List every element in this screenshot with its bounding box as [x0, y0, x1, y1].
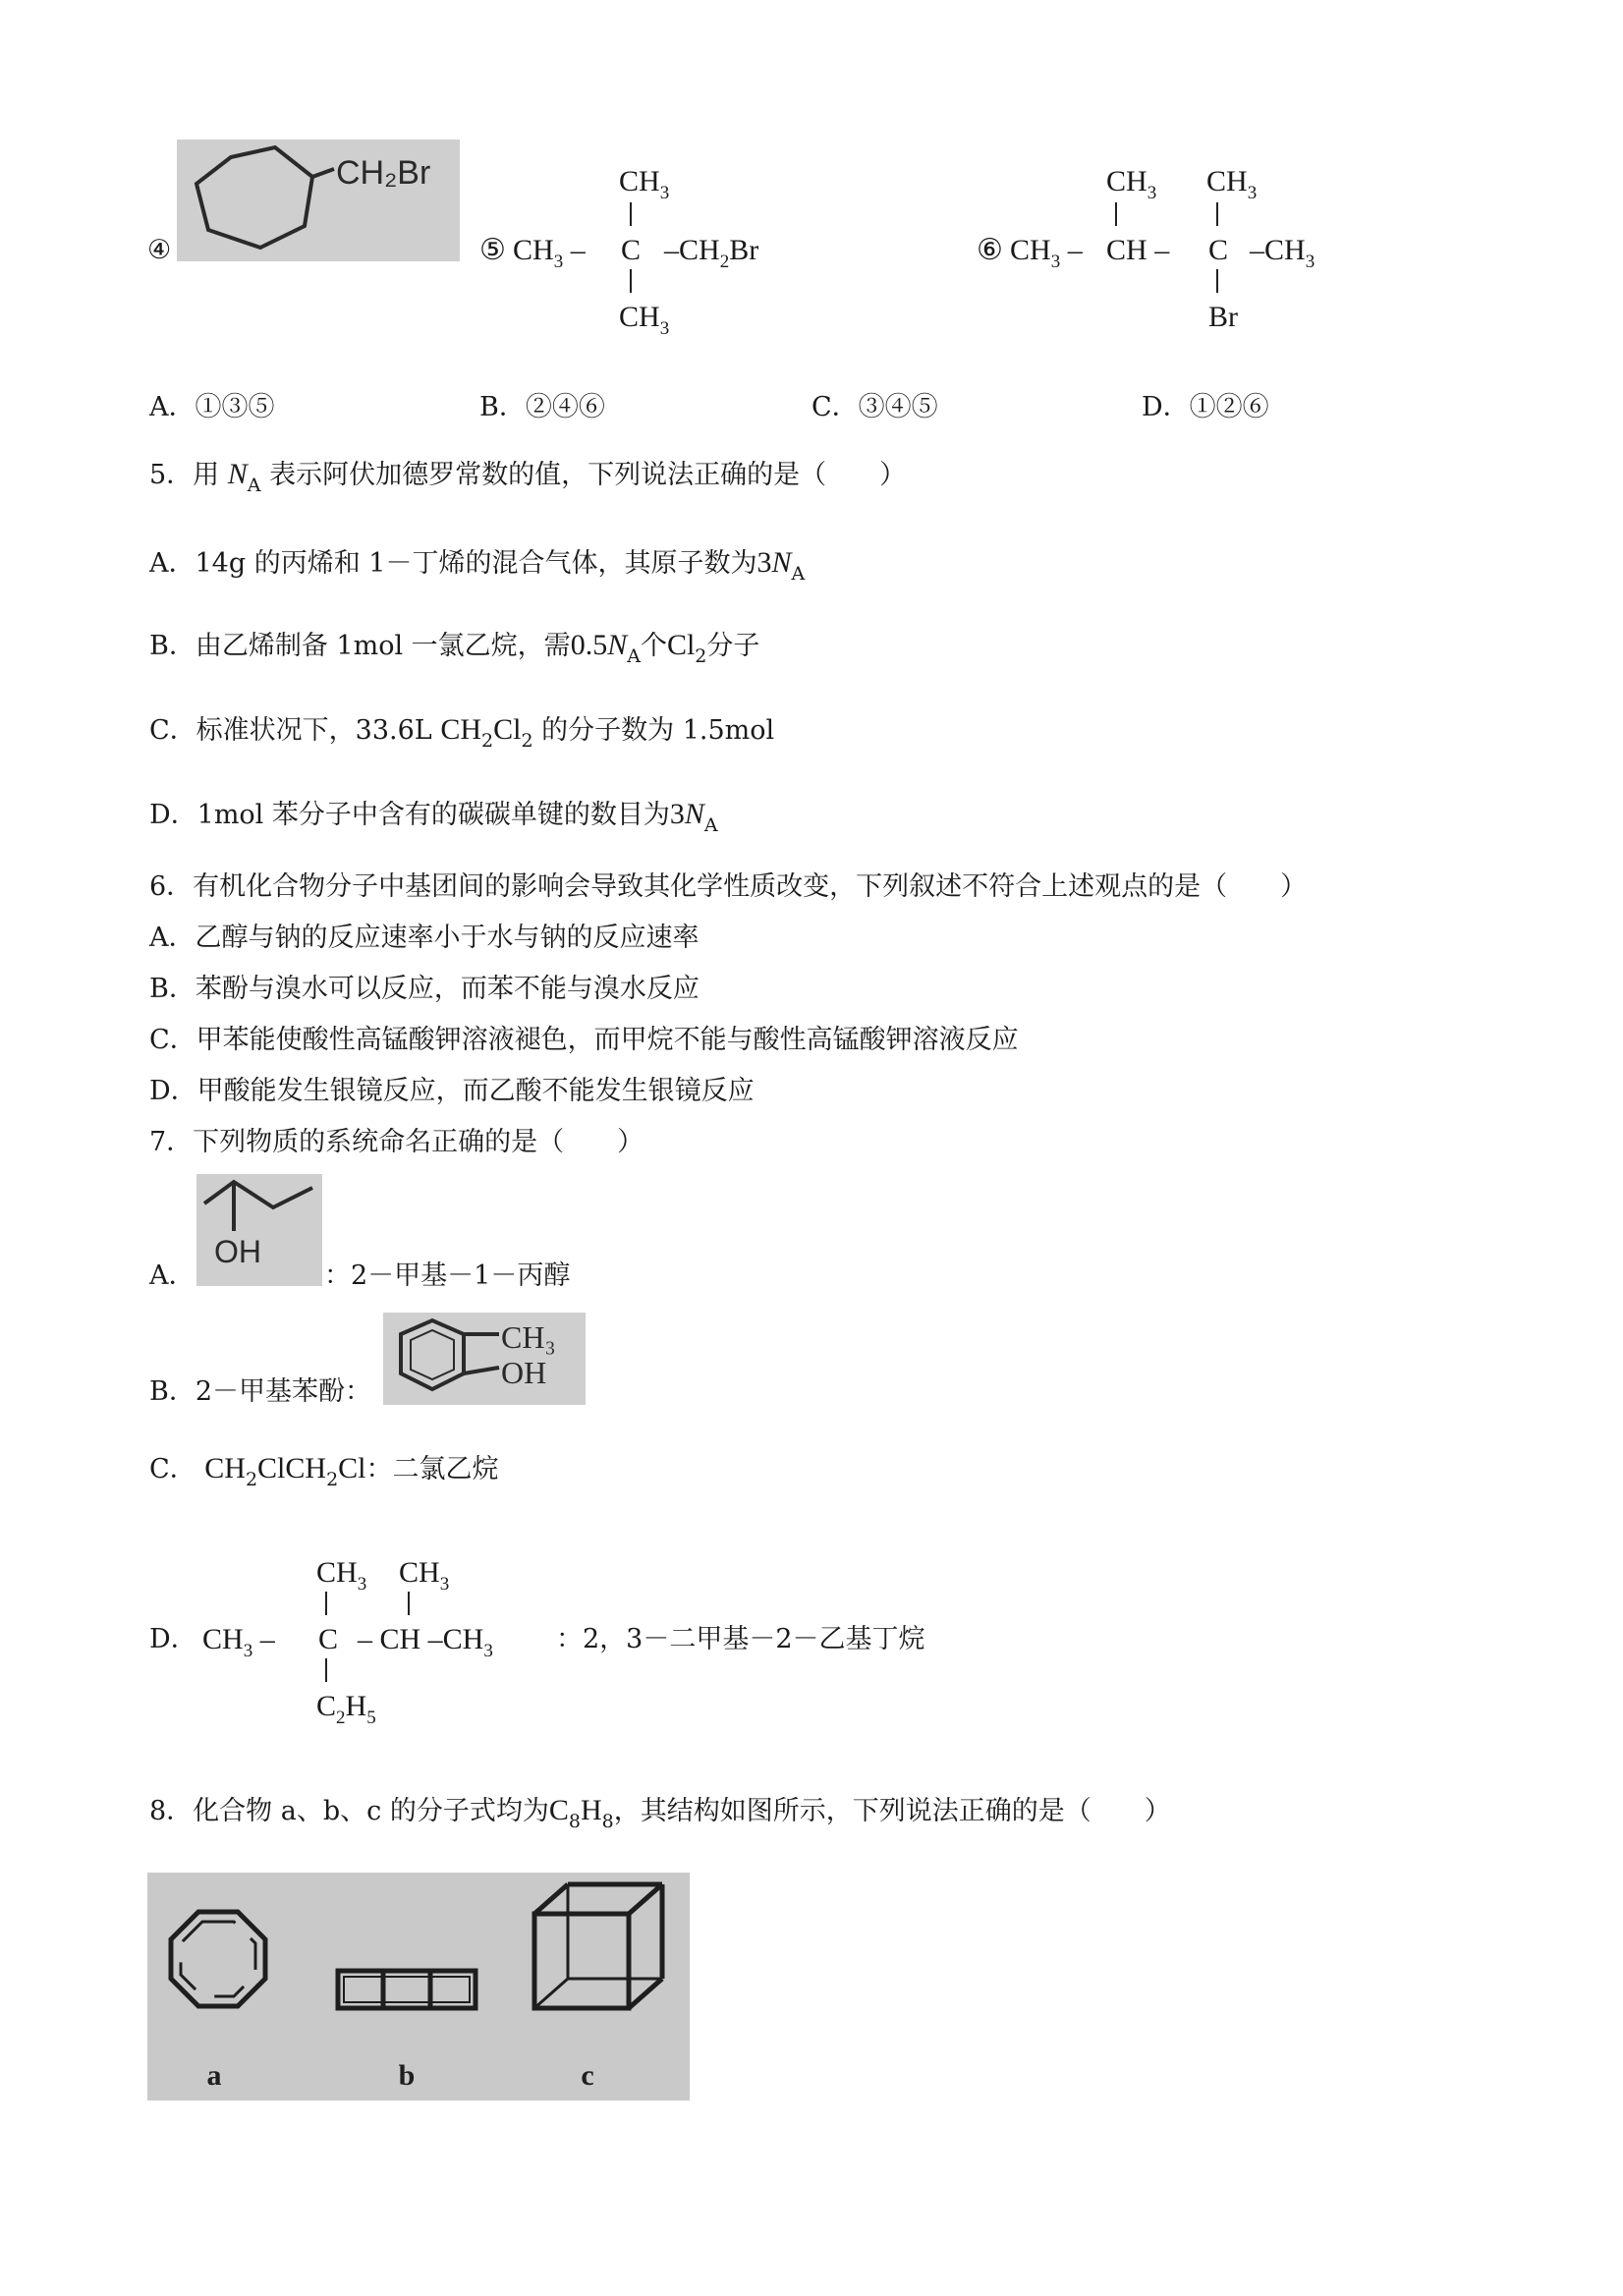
q7d-top-methyl-1: $CH_3$: [316, 1556, 367, 1595]
q7-stem: 7．下列物质的系统命名正确的是（ ）: [149, 1127, 644, 1157]
q5-option-d[interactable]: D．1mol 苯分子中含有的碳碳单键的数目为$3N_A$: [149, 798, 718, 836]
s5-bond-top: [630, 202, 632, 226]
s6-left-methyl: $CH_3$ –: [1010, 234, 1083, 272]
methylphenol-image: [383, 1313, 586, 1405]
label-a: a: [206, 2059, 222, 2092]
s5-bond-bottom: [630, 269, 632, 293]
q6-option-b[interactable]: B．苯酚与溴水可以反应，而苯不能与溴水反应: [149, 974, 700, 1004]
q4-option-b[interactable]: B．②④⑥: [479, 392, 605, 422]
q7d-left-methyl: $CH_3$ –: [202, 1623, 275, 1661]
s5-top-methyl: $CH_3$: [619, 165, 670, 203]
circled-5: ⑤: [479, 234, 506, 266]
s6-ch: CH –: [1106, 234, 1170, 266]
q7d-bond-top-1: [325, 1592, 327, 1615]
s6-top-methyl-1: $CH_3$: [1106, 165, 1157, 203]
s5-bottom-methyl: $CH_3$: [619, 301, 670, 339]
q7-option-c[interactable]: C． $CH_2ClCH_2Cl$：二氯乙烷: [149, 1452, 499, 1490]
q7-option-d-label[interactable]: D．: [149, 1624, 197, 1654]
s6-top-methyl-2: $CH_3$: [1206, 165, 1258, 203]
q6-option-a[interactable]: A．乙醇与钠的反应速率小于水与钠的反应速率: [149, 923, 700, 953]
s6-bond-top-1: [1115, 202, 1117, 226]
svg-text:OH: OH: [214, 1234, 261, 1269]
svg-text:OH: OH: [501, 1355, 547, 1390]
q7-option-a-name: ：2－甲基－1－丙醇: [324, 1260, 571, 1291]
s5-left-methyl: $CH_3$ –: [513, 234, 586, 272]
c8h8-structures-image: [147, 1873, 690, 2100]
q7-option-a-label[interactable]: A．: [149, 1260, 196, 1291]
q4-option-d[interactable]: D．①②⑥: [1142, 392, 1269, 422]
label-b: b: [398, 2059, 416, 2092]
svg-text:CH₃: CH₃: [501, 1319, 556, 1355]
q6-stem: 6．有机化合物分子中基团间的影响会导致其化学性质改变，下列叙述不符合上述观点的是（ ）: [149, 871, 1308, 902]
q8-stem: 8．化合物 a、b、c 的分子式均为$C_8H_8$，其结构如图所示，下列说法正确的是（ ）: [149, 1794, 1171, 1832]
label-c: c: [581, 2059, 594, 2092]
structure-b-ladderane: [338, 1971, 476, 2008]
structure-a-cyclooctatetraene: [171, 1912, 265, 2006]
q4-option-a[interactable]: A．①③⑤: [149, 392, 275, 422]
bromomethyl-cyclohexane-image: [177, 140, 460, 261]
q7d-bond-bottom: [325, 1658, 327, 1682]
q7d-top-methyl-2: $CH_3$: [399, 1556, 450, 1595]
q7d-right-chain: – CH $-CH_3$: [358, 1623, 493, 1661]
q7d-center-carbon: C: [318, 1623, 339, 1655]
q5-stem: 5．用 $N_A$ 表示阿伏加德罗常数的值，下列说法正确的是（ ）: [149, 458, 907, 496]
circled-4: ④: [147, 235, 172, 265]
circled-6: ⑥: [977, 234, 1003, 266]
q7d-bond-top-2: [408, 1592, 410, 1615]
s6-c: C: [1208, 234, 1229, 266]
q5-option-c[interactable]: C．标准状况下，33.6L $CH_2Cl_2$ 的分子数为 1.5mol: [149, 713, 775, 752]
s6-bromine: Br: [1208, 301, 1238, 333]
q7-option-d-name: ：2，3－二甲基－2－乙基丁烷: [556, 1624, 925, 1654]
q5-option-b[interactable]: B．由乙烯制备 1mol 一氯乙烷，需$0.5N_A$个$Cl_2$分子: [149, 629, 760, 667]
q7d-ethyl: $C_2H_5$: [316, 1690, 376, 1728]
q4-option-c[interactable]: C．③④⑤: [812, 392, 938, 422]
butanol-skeletal-image: [196, 1174, 322, 1286]
q6-option-d[interactable]: D．甲酸能发生银镜反应，而乙酸不能发生银镜反应: [149, 1076, 755, 1106]
cyclohexane-substituent-label: CH₂Br: [336, 154, 431, 192]
s6-bond-top-2: [1216, 202, 1218, 226]
q5-option-a[interactable]: A．14g 的丙烯和 1－丁烯的混合气体，其原子数为$3N_A$: [149, 546, 806, 585]
s6-bond-bottom: [1216, 269, 1218, 293]
q7-option-b-text[interactable]: B．2－甲基苯酚：: [149, 1376, 372, 1407]
s5-center-carbon: C: [621, 234, 642, 266]
s5-right-group: $-CH_2Br$: [664, 234, 759, 272]
q6-option-c[interactable]: C．甲苯能使酸性高锰酸钾溶液褪色，而甲烷不能与酸性高锰酸钾溶液反应: [149, 1025, 1019, 1055]
structure-c-cubane: [534, 1884, 662, 2008]
s6-right-methyl: $-CH_3$: [1250, 234, 1315, 272]
